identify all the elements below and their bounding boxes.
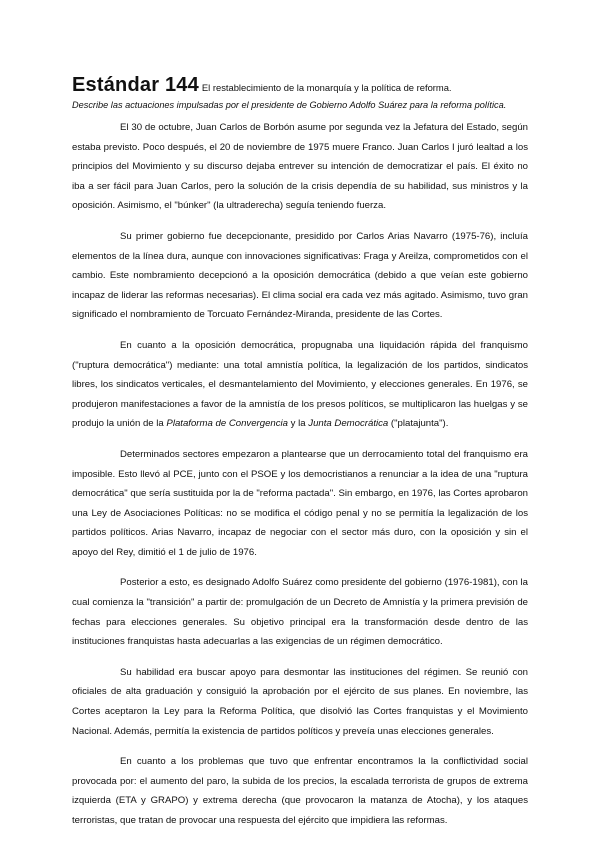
document-body (72, 118, 528, 831)
paragraph-text: Posterior a esto, es designado Adolfo Suárez como presidente del gobierno (1976-1981), con la cual comienza la "transición" a partir de: promulgación de un Decreto de Amnistía y la primera previsión de fechas para elecciones generales. Su objetivo principal era la transformación desde dentro de las instituciones franquistas hasta adecuarlas a las exigencias de un régimen democrático. (72, 577, 528, 648)
paragraph-text: En cuanto a la oposición democrática, propugnaba una liquidación rápida del franquismo ("ruptura democrática") mediante: una total amnistía política, la legalización de los partidos, sindicatos libres, los sindicatos verticales, el desmantelamiento del Movimiento, y elecciones generales. En 1976, se produjeron manifestaciones a favor de la amnistía de los presos políticos, se multiplicaron las huelgas y se produjo la unión de la (72, 339, 528, 430)
paragraph-text: y la (288, 418, 309, 430)
paragraph (72, 752, 528, 830)
heading-line (72, 74, 528, 99)
document-page (72, 74, 528, 842)
italic-text: Plataforma de Convergencia (166, 418, 289, 430)
standard-subtitle: El restablecimiento de la monarquía y la política de reforma. (201, 82, 452, 93)
paragraph-text: El 30 de octubre, Juan Carlos de Borbón asume por segunda vez la Jefatura del Estado, según estaba previsto. Poco después, el 20 de noviembre de 1975 muere Franco. Juan Carlos I juró lealtad a los principios del Movimiento y su discurso dejaba entrever su intención de democratizar el país. El éxito no iba a ser fácil para Juan Carlos, pero la solución de la crisis dependía de su habilidad, sus ministros y la oposición. Asimismo, el "búnker" (la ultraderecha) seguía teniendo fuerza. (72, 122, 528, 212)
standard-title: Estándar 144 (72, 74, 199, 96)
paragraph (72, 573, 528, 651)
paragraph-text: Su habilidad era buscar apoyo para desmontar las instituciones del régimen. Se reunió con oficiales de alta graduación y consiguió la aprobación por el ejército de sus planes. En noviembre, las Cortes aceptaron la Ley para la Reforma Política, que disolvió las Cortes franquistas y el Movimiento Nacional. Además, permitía la existencia de partidos políticos y preveía unas elecciones generales. (72, 666, 528, 737)
paragraph (72, 445, 528, 563)
paragraph-text: En cuanto a los problemas que tuvo que enfrentar encontramos la la conflictividad social provocada por: el aumento del paro, la subida de los precios, la escalada terrorista de grupos de extrema izquierda (ETA y GRAPO) y extrema derecha (que provocaron la matanza de Atocha), y los ataques terroristas, que tratan de provocar una respuesta del ejército que impidiera las reformas. (72, 756, 528, 826)
paragraph-text: Su primer gobierno fue decepcionante, presidido por Carlos Arias Navarro (1975-76), incluía elementos de la línea dura, aunque con innovaciones significativas: Fraga y Areilza, comprometidos con el cambio. Este nombramiento decepcionó a la oposición democrática (debido a que veían este gobierno incapaz de liderar las reformas necesarias). El clima social era cada vez más agitado. Asimismo, tuvo gran significado el nombramiento de Torcuato Fernández-Miranda, presidente de las Cortes. (72, 230, 528, 321)
italic-text: Junta Democrática (308, 418, 389, 430)
paragraph (72, 663, 528, 741)
paragraph (72, 227, 528, 325)
paragraph (72, 336, 528, 434)
paragraph-text: ("platajunta"). (388, 418, 449, 430)
standard-description: Describe las actuaciones impulsadas por el presidente de Gobierno Adolfo Suárez para la reforma política. (72, 100, 507, 110)
paragraph-text: Determinados sectores empezaron a plantearse que un derrocamiento total del franquismo era imposible. Esto llevó al PCE, junto con el PSOE y los democristianos a renunciar a la idea de una "ruptura democrática" que sería sustituida por la de "reforma pactada". Sin embargo, en 1976, las Cortes aprobaron una Ley de Asociaciones Políticas: no se modifica el código penal y no se permitía la legalización de los partidos políticos. Arias Navarro, incapaz de negociar con el sector más duro, con la oposición y sin el apoyo del Rey, dimitió el 1 de julio de 1976. (72, 448, 528, 558)
paragraph (72, 118, 528, 216)
